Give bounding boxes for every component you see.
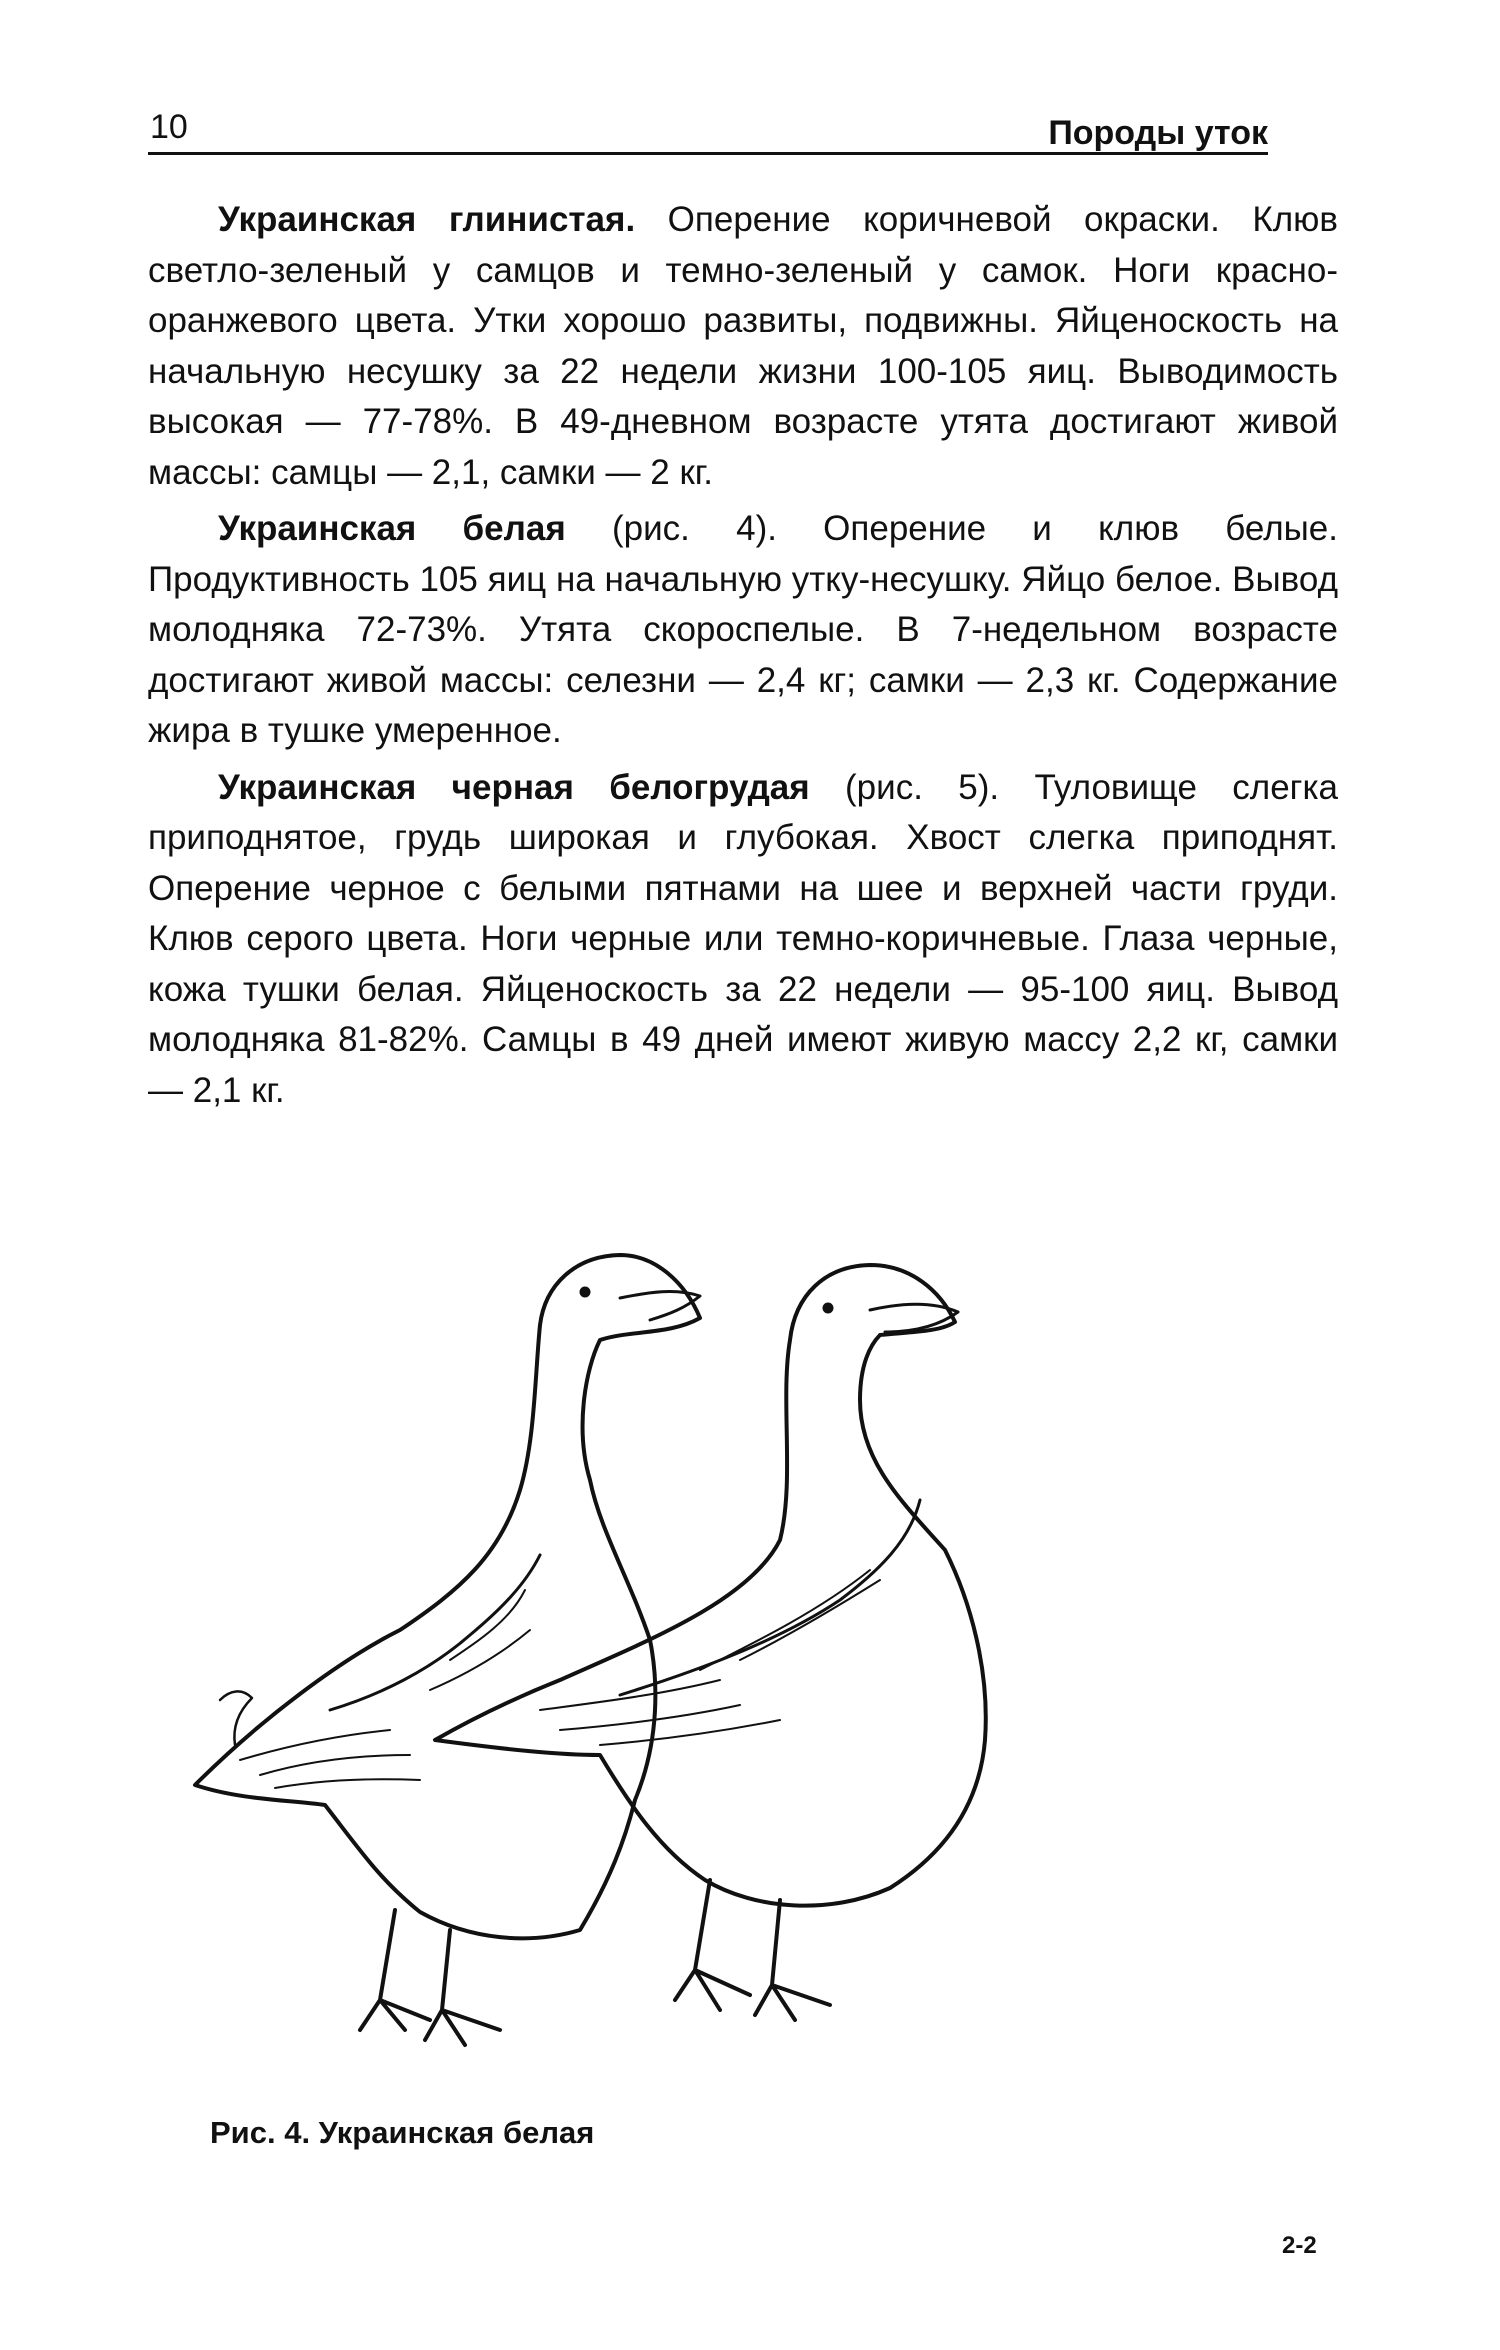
paragraph-ukrainian-clay: [148, 195, 1338, 498]
page-header: [148, 108, 1268, 155]
breed-term: Украинская черная белогрудая: [218, 767, 810, 807]
ducks-illustration: [180, 1240, 1300, 2080]
figure-caption: Рис. 4. Украинская белая: [210, 2115, 595, 2150]
breed-term: Украинская глинистая.: [218, 200, 636, 239]
paragraph-ukrainian-black-whitebreast: [148, 763, 1338, 1117]
breed-term: Украинская белая: [218, 509, 566, 548]
signature-mark: 2-2: [1282, 2232, 1317, 2259]
paragraph-text: (рис. 5). Туловище слегка приподнятое, грудь широкая и глубокая. Хвост слегка приподнят. Оперение черное с белыми пятнами на шее и верхней части груди. Клюв серого цвета. Ноги черные или темно-коричневые. Глаза черные, кожа тушки белая. Яйценоскость за 22 недели — 95-100 яиц. Вывод молодняка 81-82%. Самцы в 49 дней имеют живую массу 2,2 кг, самки — 2,1 кг.: [148, 767, 1338, 1110]
running-title: Породы уток: [1048, 114, 1268, 152]
paragraph-ukrainian-white: [148, 504, 1338, 757]
right-duck-drawing: [435, 1265, 986, 2020]
article-body: [148, 195, 1338, 1122]
page-number: 10: [150, 108, 188, 146]
paragraph-text: (рис. 4). Оперение и клюв белые. Продуктивность 105 яиц на начальную утку-несушку. Яйцо белое. Вывод молодняка 72-73%. Утята скороспелые. В 7-недельном возрасте достигают живой массы: селезни — 2,4 кг; самки — 2,3 кг. Содержание жира в тушке умеренное.: [148, 509, 1339, 750]
paragraph-text: Оперение коричневой окраски. Клюв светло-зеленый у самцов и темно-зеленый у самок. Ноги красно-оранжевого цвета. Утки хорошо развиты, подвижны. Яйценоскость на начальную несушку за 22 недели жизни 100-105 яиц. Выводимость высокая — 77-78%. В 49-дневном возрасте утята достигают живой массы: самцы — 2,1, самки — 2 кг.: [148, 200, 1338, 492]
